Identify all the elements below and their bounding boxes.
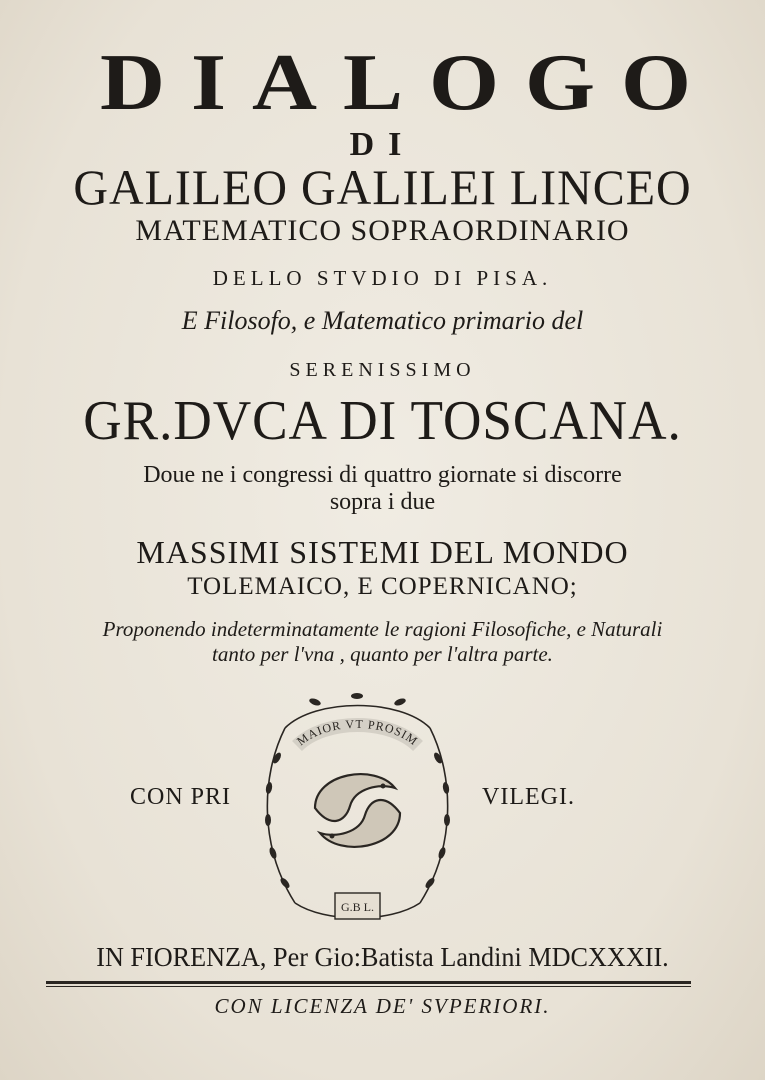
printer-emblem [255, 688, 460, 933]
description-line-2: sopra i due [329, 488, 436, 515]
imprint-line: IN FIORENZA, Per Gio:Batista Landini MDCXXXII. [96, 942, 669, 972]
privilege-left: CON PRI [130, 784, 232, 810]
emblem-initials: G.B L. [341, 900, 374, 914]
proposing-line-1: Proponendo indeterminatamente le ragioni Filosofiche, e Naturali [102, 617, 663, 641]
divider-rule [46, 981, 691, 984]
systems-heading: MASSIMI SISTEMI DEL MONDO [136, 534, 629, 570]
divider-rule-thin [46, 986, 691, 987]
university-line: DELLO STVDIO DI PISA. [212, 266, 553, 290]
author-position: MATEMATICO SOPRAORDINARIO [135, 214, 630, 247]
emblem-motto: MAIOR VT PROSIM [294, 716, 421, 749]
proposing-block [0, 617, 765, 667]
philosopher-line: E Filosofo, e Matematico primario del [181, 306, 584, 335]
privilege-right: VILEGI. [482, 784, 575, 810]
laurel-wreath-icon [267, 706, 447, 919]
systems-names: TOLEMAICO, E COPERNICANO; [187, 573, 578, 600]
title-preposition: DI [349, 126, 416, 163]
serenissimo-line: SERENISSIMO [289, 359, 476, 381]
proposing-line-2: tanto per l'vna , quanto per l'altra parte. [212, 642, 553, 667]
description-block [0, 462, 765, 516]
svg-text:MAIOR VT PROSIM [294, 717, 421, 748]
license-line: CON LICENZA DE' SVPERIORI. [214, 994, 551, 1018]
author-name: GALILEO GALILEI LINCEO [73, 159, 692, 215]
dolphins-icon [315, 774, 400, 847]
granduca-line: GR.DVCA DI TOSCANA. [83, 390, 682, 452]
book-title: DIALOGO [99, 38, 718, 128]
description-line-1: Doue ne i congressi di quattro giornate si discorre [143, 462, 622, 488]
